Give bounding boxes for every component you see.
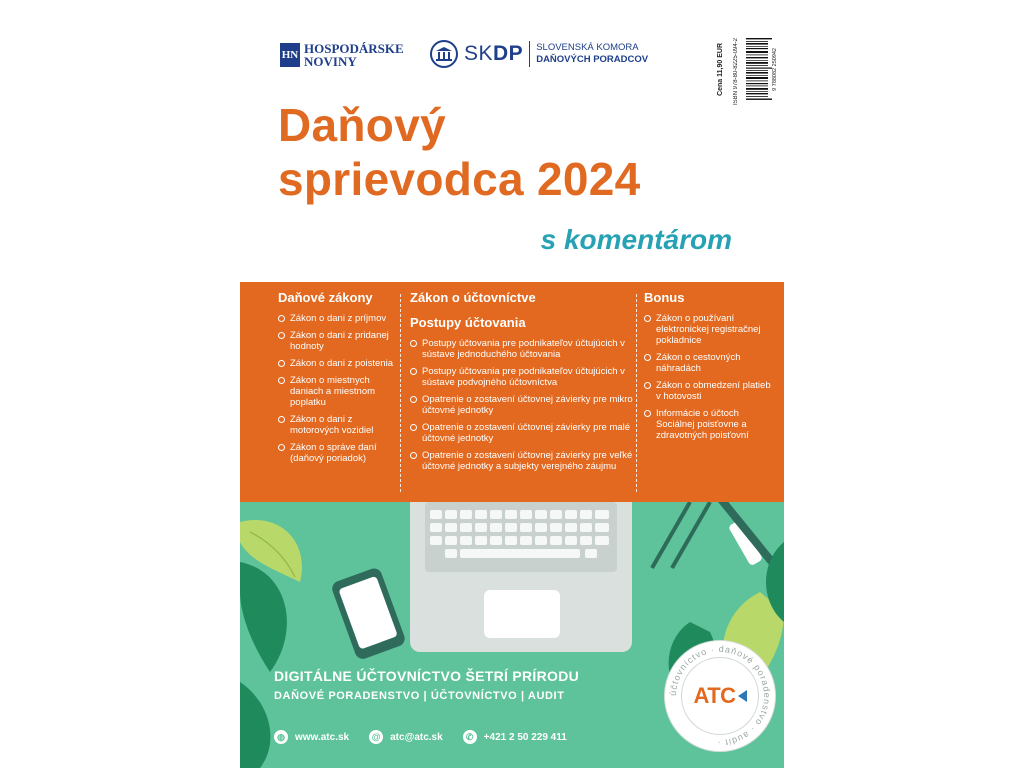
skdp-logo [430,40,648,68]
bullet-icon [278,315,285,322]
column-heading: Zákon o účtovníctve [410,290,536,305]
book-cover [240,28,784,768]
atc-ring-text: účtovníctvo · daňové poradenstvo · audit · [667,643,773,749]
column-heading: Daňové zákony [278,290,373,305]
skdp-subtitle-line1: SLOVENSKÁ KOMORA [536,42,639,53]
footer-services: DAŇOVÉ PORADENSTVO | ÚČTOVNÍCTVO | AUDIT [274,690,565,702]
book-subtitle: s komentárom [540,224,732,255]
book-title-line1: Daňový [278,99,446,151]
skdp-subtitle-line2: DAŇOVÝCH PORADCOV [536,54,649,65]
atc-logo [693,683,746,709]
globe-icon: ◍ [274,730,288,744]
contact-web-text: www.atc.sk [295,731,350,743]
list-item: Zákon o dani z pridanej hodnoty [278,330,400,352]
list-item: Opatrenie o zostavení účtovnej závierky pre mikro účtovné jednotky [410,394,640,416]
bullet-icon [410,368,417,375]
skdp-wordmark-bold: DP [493,42,524,65]
bullet-icon [278,416,285,423]
building-icon [430,40,458,68]
footer-text [274,668,579,702]
list-item: Zákon o miestnych daniach a miestnom poplatku [278,375,400,408]
contact-phone-text: +421 2 50 229 411 [483,731,567,743]
bullet-icon [644,315,651,322]
contact-email[interactable] [369,730,443,744]
bullet-icon [644,382,651,389]
column-list [410,338,640,472]
laptop-icon [410,502,632,652]
list-item: Postupy účtovania pre podnikateľov účtujúcich v sústave podvojného účtovníctva [410,366,640,388]
column-subheading: Postupy účtovania [410,315,526,330]
contact-email-text: atc@atc.sk [390,731,443,743]
bullet-icon [410,340,417,347]
column-list [278,313,400,464]
bullet-icon [278,360,285,367]
skdp-subtitle [536,42,648,66]
leaf-icon [240,682,270,768]
bullet-icon [410,452,417,459]
price-text: Cena 11,90 EUR [716,42,724,96]
contact-web[interactable] [274,730,349,744]
list-item: Zákon o správe daní (daňový poriadok) [278,442,400,464]
hn-logo-line1: HOSPODÁRSKE [304,41,404,56]
list-item: Zákon o dani z príjmov [278,313,400,324]
book-title [278,98,641,206]
bullet-icon [644,410,651,417]
phone-icon [330,566,407,661]
list-item: Zákon o cestovných náhradách [644,352,774,374]
hn-logo-box: HN [280,43,300,67]
atc-badge [664,640,776,752]
barcode-block [714,38,780,106]
column-bonus [644,290,774,447]
phone-icon: ✆ [463,730,477,744]
column-divider [400,294,401,492]
bullet-icon [410,424,417,431]
hn-logo-text [304,42,404,68]
isbn-text: ISBN 978-80-8225-094-2 [733,38,739,106]
book-title-line2: sprievodca 2024 [278,153,641,205]
list-item: Opatrenie o zostavení účtovnej závierky pre veľké účtovné jednotky a subjekty verejného záujmu [410,450,640,472]
column-tax-laws [278,290,400,470]
bullet-icon [644,354,651,361]
list-item: Zákon o dani z motorových vozidiel [278,414,400,436]
list-item: Zákon o dani z poistenia [278,358,400,369]
barcode-digits: 9 788082 250942 [772,47,778,91]
skdp-wordmark-prefix: SK [464,42,494,65]
list-item: Informácie o účtoch Sociálnej poisťovne a zdravotných poisťovní [644,408,774,441]
footer-slogan: DIGITÁLNE ÚČTOVNÍCTVO ŠETRÍ PRÍRODU [274,668,580,684]
list-item: Opatrenie o zostavení účtovnej závierky pre malé účtovné jednotky [410,422,640,444]
column-list [644,313,774,441]
desk-illustration [240,502,784,768]
bullet-icon [278,377,285,384]
skdp-separator [529,41,530,67]
pen-icon [652,502,780,572]
list-item: Postupy účtovania pre podnikateľov účtujúcich v sústave jednoduchého účtovania [410,338,640,360]
barcode-icon [746,38,772,100]
atc-logo-circle [681,657,759,735]
hospodarske-noviny-logo [280,42,404,68]
bullet-icon [410,396,417,403]
column-accounting [410,290,640,478]
contact-phone[interactable] [463,730,567,744]
leaf-icon [240,520,302,672]
list-item: Zákon o používaní elektronickej registračnej pokladnice [644,313,774,346]
bullet-icon [278,444,285,451]
at-sign-icon: @ [369,730,383,744]
skdp-wordmark [464,42,523,66]
hn-logo-line2: NOVINY [304,54,357,69]
atc-logo-text: ATC [693,683,736,708]
bullet-icon [278,332,285,339]
contents-band [240,282,784,502]
arrow-icon [738,690,747,702]
list-item: Zákon o obmedzení platieb v hotovosti [644,380,774,402]
contact-row [274,730,567,744]
column-heading: Bonus [644,290,685,305]
